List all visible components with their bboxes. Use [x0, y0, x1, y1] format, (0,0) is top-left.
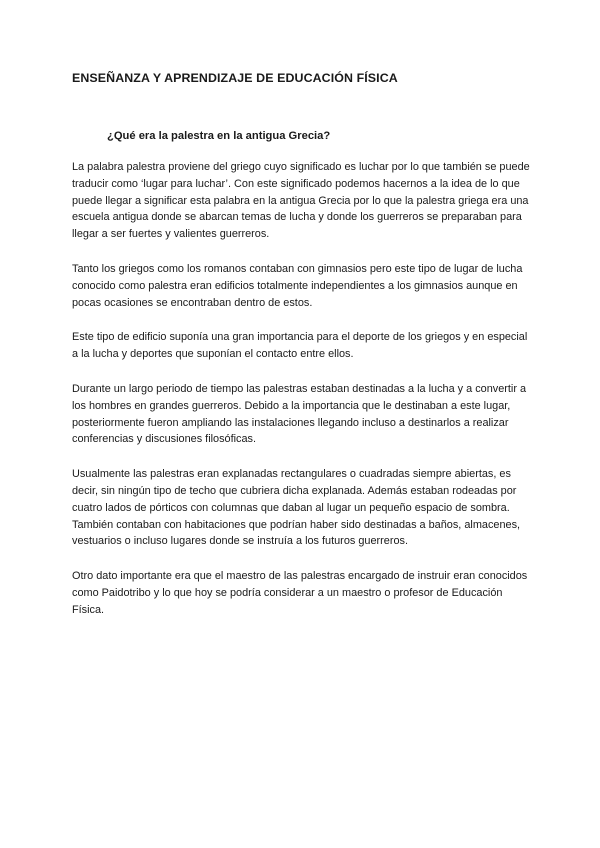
paragraph-history: Durante un largo periodo de tiempo las palestras estaban destinadas a la lucha y a convertir a los hombres en grandes guerreros. Debido a la importancia que le destinaban a este lugar, posteriormente fueron ampliando las instalaciones llegando incluso a destinarlos a realizar conferencias y discusiones filosóficas. — [72, 382, 527, 446]
paragraph-architecture: Usualmente las palestras eran explanadas rectangulares o cuadradas siempre abiertas, es decir, sin ningún tipo de techo que cubriera dicha explanada. Además estaban rodeadas por cuatro lados de pórticos con columnas que daban al lugar un pequeño espacio de sombra. También contaban con habitaciones que podrían haber sido destinadas a baños, almacenes, vestuarios o incluso lugares donde se instruía a los futuros guerreros. — [72, 468, 521, 548]
document-title: ENSEÑANZA Y APRENDIZAJE DE EDUCACIÓN FÍSICA — [72, 71, 398, 85]
paragraph-importance: Este tipo de edificio suponía una gran importancia para el deporte de los griegos y en especial a la lucha y deportes que suponían el contacto entre ellos. — [72, 331, 528, 361]
paragraph-gymnasiums: Tanto los griegos como los romanos contaban con gimnasios pero este tipo de lugar de lucha conocido como palestra eran edificios totalmente independientes a los gimnasios aunque en pocas ocasiones se encontraban dentro de estos. — [72, 262, 523, 309]
document-subtitle: ¿Qué era la palestra en la antigua Grecia? — [107, 130, 331, 142]
document-body — [72, 159, 532, 619]
paragraph-paidotribo: Otro dato importante era que el maestro de las palestras encargado de instruir eran conocidos como Paidotribo y lo que hoy se podría considerar a un maestro o profesor de Educación Física. — [72, 570, 528, 616]
paragraph-palestra-definition: La palabra palestra proviene del griego cuyo significado es luchar por lo que también se puede traducir como ‘lugar para luchar’. Con este significado podemos hacernos a la idea de lo que puede llegar a significar esta palabra en la antigua Grecia por lo que la palestra griega era una escuela antigua donde se abarcan temas de lucha y donde los guerreros se preparaban para llegar a ser fuertes y valientes guerreros. — [72, 161, 530, 241]
